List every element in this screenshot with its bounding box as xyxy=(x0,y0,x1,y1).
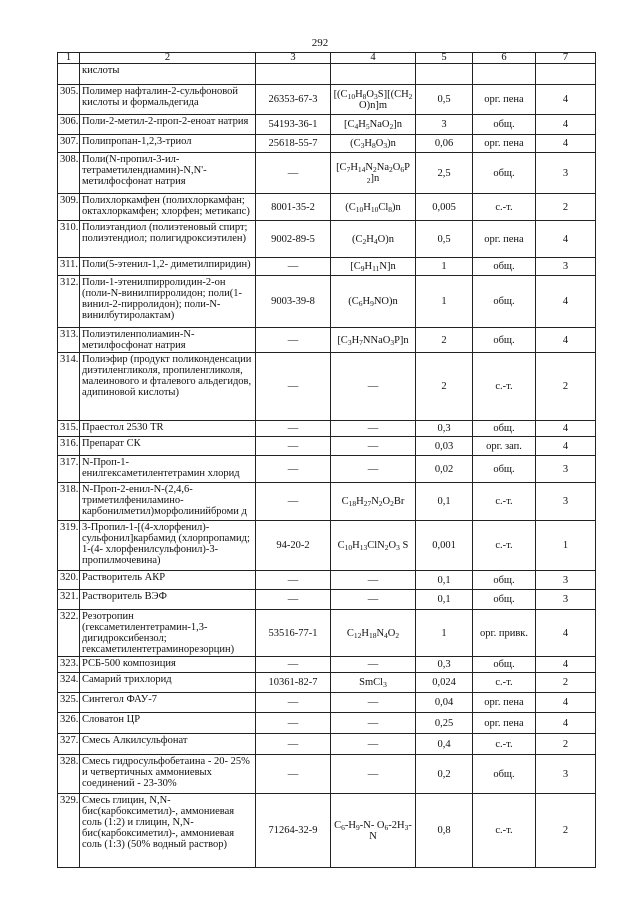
row-number: 307. xyxy=(58,135,80,153)
row-number: 327. xyxy=(58,734,80,755)
concentration-value: 0,8 xyxy=(416,794,473,868)
chemical-formula: $(C_6H_9NO)n$ xyxy=(331,276,416,328)
cas-number: — xyxy=(256,437,331,456)
concentration-value: 0,001 xyxy=(416,521,473,571)
cas-number: 9002-89-5 xyxy=(256,221,331,258)
page-number: 292 xyxy=(311,37,329,49)
substance-name: Самарий трихлорид xyxy=(80,673,256,693)
column-header-4: 4 xyxy=(331,53,416,64)
hazard-indicator: орг. пена xyxy=(473,85,536,115)
concentration-value: 0,06 xyxy=(416,135,473,153)
hazard-indicator: орг. зап. xyxy=(473,437,536,456)
cas-number: — xyxy=(256,153,331,194)
table-row xyxy=(58,258,596,276)
hazard-indicator: общ. xyxy=(473,421,536,437)
chemical-formula: [$(C_{10}H_8O_3S][(CH_2O)n]m$ xyxy=(331,85,416,115)
substance-name: Смесь глицин, N,N-бис(карбоксиметил)-, аммониевая соль (1:2) и глицин, N,N-бис(карбоксиметил)-, аммониевая соль (1:3) (50% водный раствор) xyxy=(80,794,256,868)
table-row xyxy=(58,657,596,673)
hazard-class: 4 xyxy=(536,221,596,258)
hazard-indicator: с.-т. xyxy=(473,483,536,521)
hazard-indicator: общ. xyxy=(473,571,536,590)
hazard-class: 2 xyxy=(536,794,596,868)
cas-number: — xyxy=(256,693,331,713)
cas-number: 8001-35-2 xyxy=(256,194,331,221)
hazard-indicator: с.-т. xyxy=(473,194,536,221)
cas-number: 53516-77-1 xyxy=(256,610,331,657)
table-row xyxy=(58,135,596,153)
table-row xyxy=(58,64,596,85)
substance-name: N-Проп-2-енил-N-(2,4,6-триметилфениламино-карбонилметил)морфолинийброми д xyxy=(80,483,256,521)
concentration-value: 0,2 xyxy=(416,755,473,794)
chemical-formula: — xyxy=(331,437,416,456)
concentration-value: 0,1 xyxy=(416,483,473,521)
chemical-formula: — xyxy=(331,421,416,437)
table-row xyxy=(58,85,596,115)
table-row xyxy=(58,153,596,194)
cas-number: — xyxy=(256,713,331,734)
concentration-value: 2,5 xyxy=(416,153,473,194)
table-row xyxy=(58,276,596,328)
row-number: 325. xyxy=(58,693,80,713)
hazard-indicator: с.-т. xyxy=(473,353,536,421)
cas-number: — xyxy=(256,483,331,521)
row-number: 322. xyxy=(58,610,80,657)
hazard-class: 2 xyxy=(536,353,596,421)
hazard-class: 3 xyxy=(536,456,596,483)
table-row xyxy=(58,483,596,521)
substance-name: Полимер нафталин-2-сульфоновой кислоты и формальдегида xyxy=(80,85,256,115)
hazard-class: 4 xyxy=(536,276,596,328)
hazard-class: 4 xyxy=(536,610,596,657)
table-row xyxy=(58,328,596,353)
row-number: 318. xyxy=(58,483,80,521)
concentration-value: 1 xyxy=(416,258,473,276)
cas-number: 71264-32-9 xyxy=(256,794,331,868)
concentration-value: 0,024 xyxy=(416,673,473,693)
hazard-class: 3 xyxy=(536,755,596,794)
concentration-value: 0,25 xyxy=(416,713,473,734)
substance-name: Полиэтандиол (полиэтеновый спирт; полиэтендиол; полигидроксиэтилен) xyxy=(80,221,256,258)
substance-name: Смесь гидросульфобетаина - 20- 25% и четвертичных аммониевых соединений - 23-30% xyxy=(80,755,256,794)
hazard-indicator: с.-т. xyxy=(473,734,536,755)
column-header-1: 1 xyxy=(58,53,80,64)
hazard-class: 3 xyxy=(536,258,596,276)
substance-name: Растворитель ВЭФ xyxy=(80,590,256,610)
hazard-class: 4 xyxy=(536,85,596,115)
concentration-value: 0,02 xyxy=(416,456,473,483)
cas-number: 25618-55-7 xyxy=(256,135,331,153)
concentration-value: 1 xyxy=(416,276,473,328)
concentration-value: 0,5 xyxy=(416,85,473,115)
hazard-indicator: общ. xyxy=(473,456,536,483)
chemical-formula: $C_6-H_9-N-$ $O_6-2H_3-N$ xyxy=(331,794,416,868)
concentration-value: 0,3 xyxy=(416,421,473,437)
table-row xyxy=(58,610,596,657)
hazard-indicator: с.-т. xyxy=(473,673,536,693)
row-number: 315. xyxy=(58,421,80,437)
chemical-formula: — xyxy=(331,571,416,590)
hazard-indicator: общ. xyxy=(473,153,536,194)
chemical-formula xyxy=(331,64,416,85)
hazard-indicator: орг. пена xyxy=(473,693,536,713)
hazard-indicator: орг. пена xyxy=(473,713,536,734)
row-number: 326. xyxy=(58,713,80,734)
hazard-indicator: общ. xyxy=(473,755,536,794)
table-row xyxy=(58,693,596,713)
table-row xyxy=(58,571,596,590)
row-number: 317. xyxy=(58,456,80,483)
chemical-formula: — xyxy=(331,734,416,755)
hazard-indicator: орг. пена xyxy=(473,221,536,258)
hazard-indicator: общ. xyxy=(473,276,536,328)
chemical-formula: $[C_3H_7NNaO_3P]n$ xyxy=(331,328,416,353)
cas-number: — xyxy=(256,734,331,755)
hazard-indicator: общ. xyxy=(473,657,536,673)
hazard-class: 4 xyxy=(536,437,596,456)
substance-name: Поли-1-этенилпирролидин-2-он (поли-N-винилпирролидон; поли(1-винил-2-пирролидон); поли-N-винилбутиролактам) xyxy=(80,276,256,328)
chemical-formula: $C_{10}H_{13}ClN_2O_3$ S xyxy=(331,521,416,571)
table-row xyxy=(58,755,596,794)
cas-number xyxy=(256,64,331,85)
substance-name: Поли(5-этенил-1,2- диметилпиридин) xyxy=(80,258,256,276)
hazard-indicator: с.-т. xyxy=(473,521,536,571)
substance-name: Растворитель АКР xyxy=(80,571,256,590)
chemical-formula: $[C_9H_{11}N]n$ xyxy=(331,258,416,276)
concentration-value: 1 xyxy=(416,610,473,657)
concentration-value: 0,005 xyxy=(416,194,473,221)
hazard-class: 1 xyxy=(536,521,596,571)
table-row xyxy=(58,437,596,456)
row-number: 316. xyxy=(58,437,80,456)
chemical-formula: $C_{18}H_{27}N_2O_2Br$ xyxy=(331,483,416,521)
hazard-class: 4 xyxy=(536,421,596,437)
table-row xyxy=(58,194,596,221)
chemical-formula: $(C_3H_8O_3)n$ xyxy=(331,135,416,153)
hazard-class xyxy=(536,64,596,85)
hazard-indicator: общ. xyxy=(473,328,536,353)
table-row xyxy=(58,115,596,135)
chemical-formula: — xyxy=(331,590,416,610)
table-row xyxy=(58,590,596,610)
hazard-class: 3 xyxy=(536,571,596,590)
row-number: 324. xyxy=(58,673,80,693)
column-header-5: 5 xyxy=(416,53,473,64)
row-number: 314. xyxy=(58,353,80,421)
hazard-class: 2 xyxy=(536,734,596,755)
table-row xyxy=(58,713,596,734)
chemical-formula: $C_{12}H_{18}N_4O_2$ xyxy=(331,610,416,657)
hazard-indicator xyxy=(473,64,536,85)
cas-number: — xyxy=(256,571,331,590)
chemical-formula: — xyxy=(331,713,416,734)
concentration-value: 0,04 xyxy=(416,693,473,713)
concentration-value: 3 xyxy=(416,115,473,135)
concentration-value: 2 xyxy=(416,328,473,353)
row-number: 312. xyxy=(58,276,80,328)
hazard-class: 4 xyxy=(536,657,596,673)
cas-number: 9003-39-8 xyxy=(256,276,331,328)
concentration-value: 0,3 xyxy=(416,657,473,673)
cas-number: — xyxy=(256,755,331,794)
chemical-formula: $(C_{10}H_{10}Cl_8)n$ xyxy=(331,194,416,221)
concentration-value: 0,03 xyxy=(416,437,473,456)
hazard-class: 4 xyxy=(536,115,596,135)
column-header-6: 6 xyxy=(473,53,536,64)
cas-number: 26353-67-3 xyxy=(256,85,331,115)
substance-name: Резотропин (гексаметилентетрамин-1,3- дигидроксибензол; гексаметилентетраминорезорцин) xyxy=(80,610,256,657)
chemical-formula: — xyxy=(331,657,416,673)
row-number: 313. xyxy=(58,328,80,353)
row-number: 308. xyxy=(58,153,80,194)
hazard-class: 4 xyxy=(536,713,596,734)
hazard-class: 3 xyxy=(536,483,596,521)
concentration-value: 2 xyxy=(416,353,473,421)
hazard-class: 4 xyxy=(536,693,596,713)
hazard-indicator: общ. xyxy=(473,590,536,610)
hazard-indicator: общ. xyxy=(473,115,536,135)
substance-name: Полиэфир (продукт поликонденсации диэтиленгликоля, пропиленгликоля, малеинового и фталевого альдегидов, адипиновой кислоты) xyxy=(80,353,256,421)
cas-number: — xyxy=(256,421,331,437)
substance-name: 3-Пропил-1-[(4-хлорфенил)-сульфонил]карбамид (хлорпропамид; 1-(4- хлорфенилсульфонил)-3-пропилмочевина) xyxy=(80,521,256,571)
hazard-class: 4 xyxy=(536,135,596,153)
chemical-formula: $[C_4H_5NaO_2]n$ xyxy=(331,115,416,135)
chemical-formula: $(C_2H_4O)n$ xyxy=(331,221,416,258)
row-number: 319. xyxy=(58,521,80,571)
row-number: 323. xyxy=(58,657,80,673)
column-header-3: 3 xyxy=(256,53,331,64)
cas-number: 94-20-2 xyxy=(256,521,331,571)
substance-name: Поли(N-пропил-3-ил-тетраметилендиамин)-N,N'-метилфосфонат натрия xyxy=(80,153,256,194)
column-header-2: 2 xyxy=(80,53,256,64)
cas-number: — xyxy=(256,657,331,673)
substance-name: кислоты xyxy=(80,64,256,85)
table-row xyxy=(58,353,596,421)
hazard-class: 3 xyxy=(536,153,596,194)
cas-number: — xyxy=(256,456,331,483)
hazard-indicator: с.-т. xyxy=(473,794,536,868)
column-header-7: 7 xyxy=(536,53,596,64)
substance-name: Словатон ЦР xyxy=(80,713,256,734)
hazard-class: 4 xyxy=(536,328,596,353)
substance-name: Праестол 2530 TR xyxy=(80,421,256,437)
chemical-formula: — xyxy=(331,353,416,421)
substance-name: РСБ-500 композиция xyxy=(80,657,256,673)
chemical-formula: — xyxy=(331,755,416,794)
cas-number: — xyxy=(256,328,331,353)
substances-table xyxy=(57,52,596,868)
header-row xyxy=(58,53,596,64)
chemical-formula: — xyxy=(331,693,416,713)
table-row xyxy=(58,734,596,755)
substance-name: Полиэтиленполиамин-N-метилфосфонат натрия xyxy=(80,328,256,353)
substance-name: Поли-2-метил-2-проп-2-еноат натрия xyxy=(80,115,256,135)
row-number: 309. xyxy=(58,194,80,221)
hazard-indicator: орг. привк. xyxy=(473,610,536,657)
concentration-value xyxy=(416,64,473,85)
chemical-formula: — xyxy=(331,456,416,483)
row-number: 305. xyxy=(58,85,80,115)
hazard-class: 2 xyxy=(536,194,596,221)
concentration-value: 0,4 xyxy=(416,734,473,755)
cas-number: — xyxy=(256,258,331,276)
substance-name: N-Проп-1- енилгексаметилентетрамин хлорид xyxy=(80,456,256,483)
substance-name: Синтегол ФАУ-7 xyxy=(80,693,256,713)
hazard-class: 2 xyxy=(536,673,596,693)
concentration-value: 0,1 xyxy=(416,571,473,590)
substance-name: Полихлоркамфен (полихлоркамфан; октахлоркамфен; хлорфен; метикапс) xyxy=(80,194,256,221)
hazard-indicator: общ. xyxy=(473,258,536,276)
row-number: 328. xyxy=(58,755,80,794)
cas-number: 54193-36-1 xyxy=(256,115,331,135)
substance-name: Препарат СК xyxy=(80,437,256,456)
row-number: 306. xyxy=(58,115,80,135)
table-row xyxy=(58,673,596,693)
hazard-class: 3 xyxy=(536,590,596,610)
substance-name: Смесь Алкилсульфонат xyxy=(80,734,256,755)
table-row xyxy=(58,221,596,258)
table-row xyxy=(58,456,596,483)
table-row xyxy=(58,794,596,868)
cas-number: — xyxy=(256,590,331,610)
row-number: 311. xyxy=(58,258,80,276)
row-number xyxy=(58,64,80,85)
cas-number: 10361-82-7 xyxy=(256,673,331,693)
chemical-formula: SmCl$_3$ xyxy=(331,673,416,693)
table-row xyxy=(58,521,596,571)
row-number: 320. xyxy=(58,571,80,590)
row-number: 329. xyxy=(58,794,80,868)
row-number: 321. xyxy=(58,590,80,610)
table-row xyxy=(58,421,596,437)
cas-number: — xyxy=(256,353,331,421)
concentration-value: 0,5 xyxy=(416,221,473,258)
chemical-formula: $[C_7H_{14}N_2Na_2O_6P_2]n$ xyxy=(331,153,416,194)
substance-name: Полипропан-1,2,3-триол xyxy=(80,135,256,153)
table-body xyxy=(58,64,596,868)
row-number: 310. xyxy=(58,221,80,258)
hazard-indicator: орг. пена xyxy=(473,135,536,153)
concentration-value: 0,1 xyxy=(416,590,473,610)
